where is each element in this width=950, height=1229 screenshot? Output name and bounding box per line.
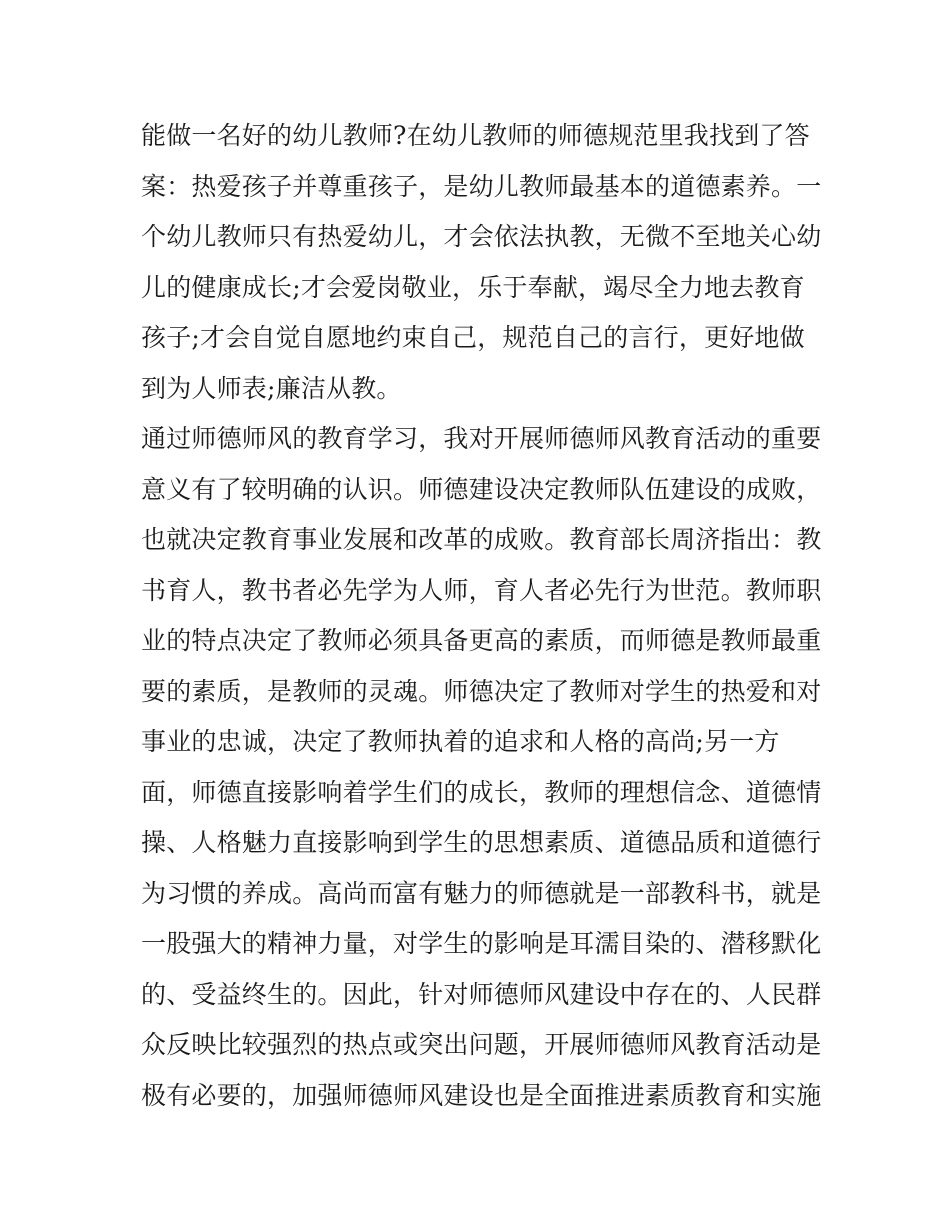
document-body <box>141 111 841 1121</box>
text-line: 面，师德直接影响着学生们的成长，教师的理想信念、道德情 <box>141 777 822 807</box>
text-line: 能做一名好的幼儿教师?在幼儿教师的师德规范里我找到了答 <box>141 121 810 150</box>
paragraph-2 <box>141 414 841 1121</box>
text-line: 到为人师表;廉洁从教。 <box>141 373 402 403</box>
text-line: 为习惯的养成。高尚而富有魅力的师德就是一部教科书，就是 <box>141 878 822 908</box>
text-line: 孩子;才会自觉自愿地约束自己，规范自己的言行，更好地做 <box>141 323 805 352</box>
text-line: 通过师德师风的教育学习，我对开展师德师风教育活动的重要 <box>141 424 822 453</box>
text-line: 意义有了较明确的认识。师德建设决定教师队伍建设的成败， <box>141 474 822 504</box>
text-line: 众反映比较强烈的热点或突出问题，开展师德师风教育活动是 <box>141 1030 822 1059</box>
text-line: 事业的忠诚，决定了教师执着的追求和人格的高尚;另一方 <box>141 727 780 756</box>
paragraph-1 <box>141 111 841 414</box>
text-line: 个幼儿教师只有热爱幼儿，才会依法执教，无微不至地关心幼 <box>141 222 822 251</box>
text-line: 一股强大的精神力量，对学生的影响是耳濡目染的、潜移默化 <box>141 929 822 958</box>
text-line: 也就决定教育事业发展和改革的成败。教育部长周济指出：教 <box>141 525 822 554</box>
text-line: 极有必要的，加强师德师风建设也是全面推进素质教育和实施 <box>141 1080 822 1110</box>
text-line: 儿的健康成长;才会爱岗敬业，乐于奉献，竭尽全力地去教育 <box>141 272 805 302</box>
text-line: 要的素质，是教师的灵魂。师德决定了教师对学生的热爱和对 <box>141 676 822 706</box>
text-line: 案：热爱孩子并尊重孩子，是幼儿教师最基本的道德素养。一 <box>141 171 822 201</box>
text-line: 业的特点决定了教师必须具备更高的素质，而师德是教师最重 <box>141 626 822 655</box>
text-line: 的、受益终生的。因此，针对师德师风建设中存在的、人民群 <box>141 979 822 1009</box>
text-line: 操、人格魅力直接影响到学生的思想素质、道德品质和道德行 <box>141 828 822 857</box>
text-line: 书育人，教书者必先学为人师，育人者必先行为世范。教师职 <box>141 575 822 605</box>
